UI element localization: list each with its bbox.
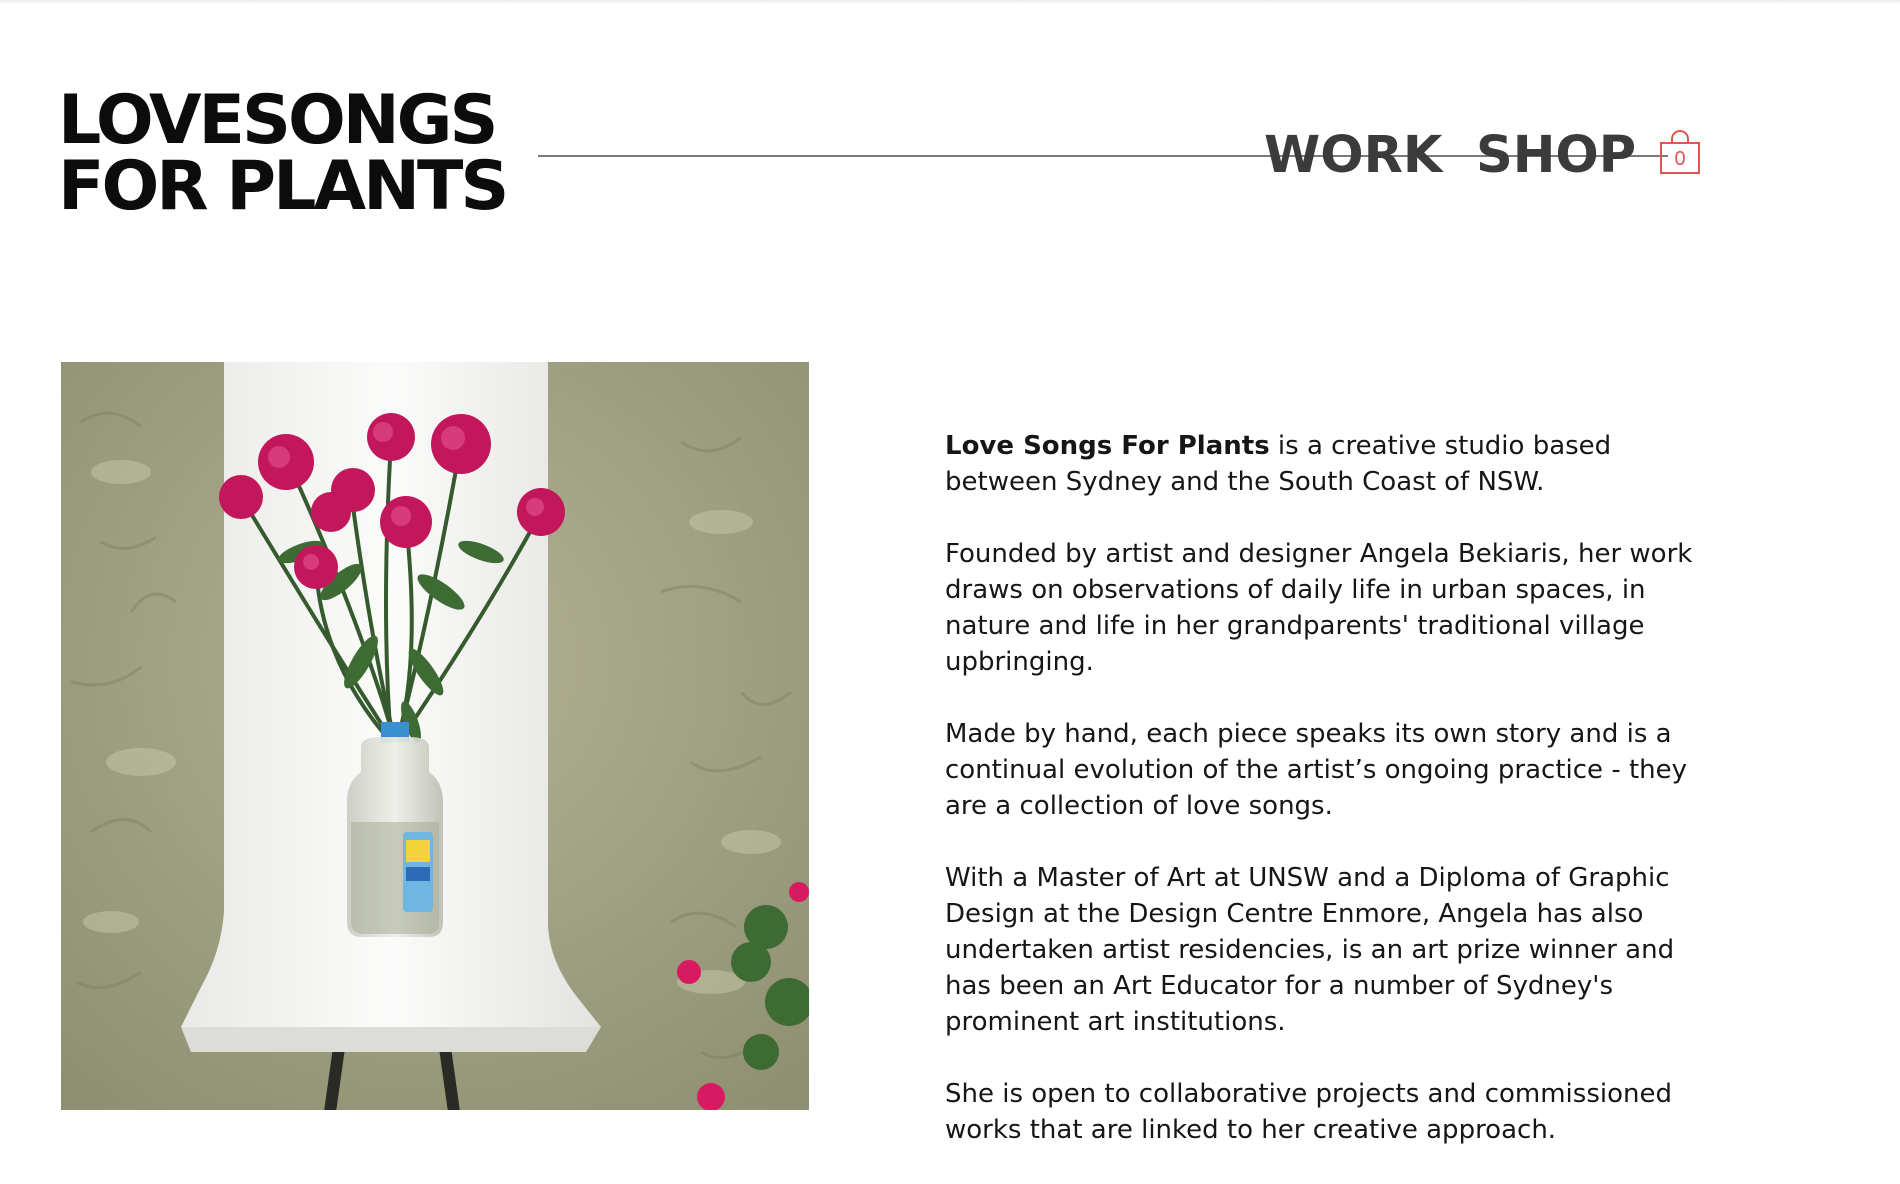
about-section (945, 428, 1705, 1184)
hero-image (61, 362, 809, 1110)
nav-shop-link[interactable]: SHOP (1476, 126, 1637, 185)
top-shadow (0, 0, 1900, 4)
logo-line-1: LOVESONGS (58, 81, 496, 160)
site-logo[interactable] (58, 81, 507, 226)
flowers-in-bottle-photo (61, 362, 809, 1110)
cart-button[interactable] (1658, 128, 1702, 176)
logo-line-2: FOR PLANTS (58, 147, 507, 226)
about-collaboration-paragraph: She is open to collaborative projects and commissioned works that are linked to her creative approach. (945, 1079, 1672, 1145)
about-handmade-paragraph: Made by hand, each piece speaks its own story and is a continual evolution of the artist’s ongoing practice - they are a collection of love songs. (945, 719, 1688, 821)
cart-count-badge: 0 (1674, 148, 1686, 170)
about-credentials-paragraph: With a Master of Art at UNSW and a Diploma of Graphic Design at the Design Centre Enmore, Angela has also undertaken artist residencies, is an art prize winner and has been an Art Educator for a number of Sydney's prominent art institutions. (945, 863, 1675, 1037)
nav-work-link[interactable]: WORK (1264, 126, 1443, 185)
about-founder-paragraph: Founded by artist and designer Angela Bekiaris, her work draws on observations of daily life in urban spaces, in nature and life in her grandparents' traditional village upbringing. (945, 539, 1693, 677)
brand-name: Love Songs For Plants (945, 431, 1270, 461)
about-intro-paragraph (945, 428, 1705, 500)
intro-text: is a creative studio based between Sydney and the South Coast of NSW. (945, 431, 1612, 497)
